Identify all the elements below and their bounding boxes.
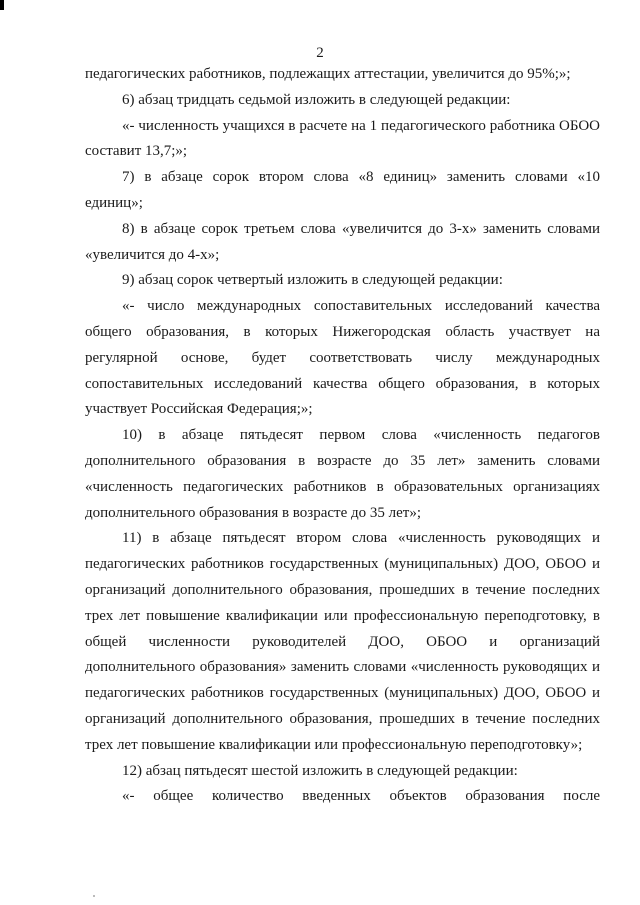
paragraph-9: 12) абзац пятьдесят шестой изложить в следующей редакции: bbox=[122, 762, 518, 779]
paragraph-0: педагогических работников, подлежащих аттестации, увеличится до 95%;»; bbox=[85, 66, 571, 82]
paragraph-4: 8) в абзаце сорок третьем слова «увеличится до 3-х» заменить словами «увеличится до 4-х»; bbox=[85, 220, 600, 263]
paragraph-1: 6) абзац тридцать седьмой изложить в следующей редакции: bbox=[122, 91, 511, 108]
page-number: 2 bbox=[316, 45, 324, 61]
paragraph-2: «- численность учащихся в расчете на 1 педагогического работника ОБОО составит 13,7;»; bbox=[85, 117, 600, 160]
paragraph-8: 11) в абзаце пятьдесят втором слова «численность руководящих и педагогических работников государственных (муниципальных) ДОО, ОБОО и организаций дополнительного образования, прошедших в течение последних трех лет повышение квалификации или профессиональную переподготовку, в общей численности руководителей ДОО, ОБОО и организаций дополнительного образования» заменить словами «численность руководящих и педагогических работников государственных (муниципальных) ДОО, ОБОО и организаций дополнительного образования, прошедших в течение последних трех лет повышение квалификации или профессиональную переподготовку»; bbox=[85, 530, 600, 753]
paragraph-10: «- общее количество введенных объектов образования после bbox=[122, 788, 600, 805]
paragraph-3: 7) в абзаце сорок втором слова «8 единиц» заменить словами «10 единиц»; bbox=[85, 169, 600, 211]
scan-corner-mark bbox=[0, 0, 4, 10]
paragraph-6: «- число международных сопоставительных исследований качества общего образования, в которых Нижегородская область участвует на регулярной основе, будет соответствовать числу международных сопоставительных исследований качества общего образования, в которых участвует Российская Федерация;»; bbox=[85, 298, 600, 418]
paragraph-5: 9) абзац сорок четвертый изложить в следующей редакции: bbox=[122, 272, 503, 289]
scan-speck bbox=[93, 895, 95, 897]
document-body bbox=[85, 62, 600, 810]
paragraph-7: 10) в абзаце пятьдесят первом слова «численность педагогов дополнительного образования в возрасте до 35 лет» заменить словами «численность педагогических работников в образовательных организациях дополнительного образования в возрасте до 35 лет»; bbox=[85, 427, 600, 521]
